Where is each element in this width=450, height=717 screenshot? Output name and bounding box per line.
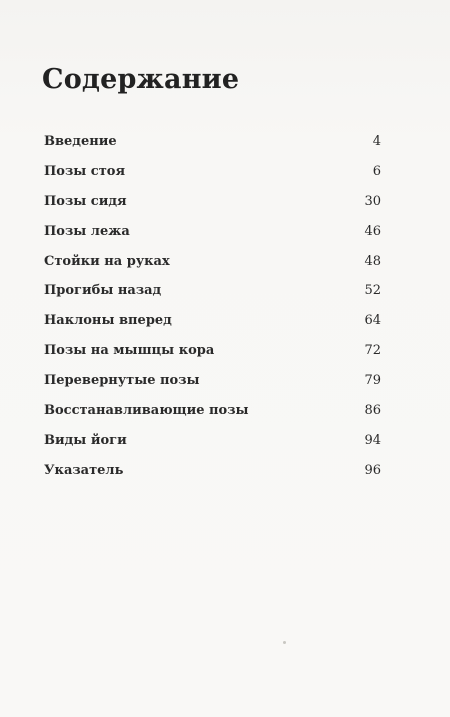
toc-entry-page-number: 64 (364, 313, 381, 329)
page-title: Содержание (42, 64, 240, 95)
toc-entry-page-number: 72 (364, 343, 381, 359)
toc-entry-page-number: 6 (372, 163, 381, 179)
toc-entry[interactable] (44, 164, 381, 194)
toc-entry-label: Прогибы назад (44, 283, 162, 299)
toc-entry-page-number: 46 (364, 223, 381, 239)
toc-entry[interactable] (44, 134, 381, 164)
toc-entry[interactable] (44, 224, 381, 254)
toc-entry-page-number: 52 (364, 283, 381, 299)
toc-entry-label: Стойки на руках (44, 253, 170, 269)
toc-entry-label: Наклоны вперед (44, 313, 172, 329)
toc-entry-page-number: 4 (372, 134, 381, 149)
toc-entry[interactable] (44, 403, 381, 433)
toc-entry-label: Позы лежа (44, 223, 130, 239)
toc-entry-page-number: 96 (364, 462, 381, 478)
toc-entry-label: Перевернутые позы (44, 373, 200, 389)
toc-entry[interactable] (44, 254, 381, 284)
toc-entry[interactable] (44, 463, 381, 493)
toc-entry-page-number: 79 (364, 373, 381, 389)
toc-entry-label: Введение (44, 134, 117, 149)
toc-entry-label: Позы сидя (44, 193, 127, 209)
toc-entry-page-number: 48 (364, 253, 381, 269)
toc-entry-label: Указатель (44, 462, 124, 478)
toc-entry-page-number: 30 (364, 193, 381, 209)
toc-entry-label: Позы на мышцы кора (44, 343, 215, 359)
toc-entry[interactable] (44, 433, 381, 463)
paper-speck (283, 641, 286, 644)
toc-entry-label: Позы стоя (44, 163, 126, 179)
table-of-contents (44, 134, 381, 493)
toc-entry-label: Виды йоги (44, 432, 127, 448)
toc-entry[interactable] (44, 313, 381, 343)
toc-entry-label: Восстанавливающие позы (44, 403, 249, 419)
toc-entry[interactable] (44, 194, 381, 224)
toc-entry[interactable] (44, 283, 381, 313)
toc-entry[interactable] (44, 343, 381, 373)
toc-entry-page-number: 94 (364, 432, 381, 448)
toc-entry-page-number: 86 (364, 403, 381, 419)
toc-entry[interactable] (44, 373, 381, 403)
